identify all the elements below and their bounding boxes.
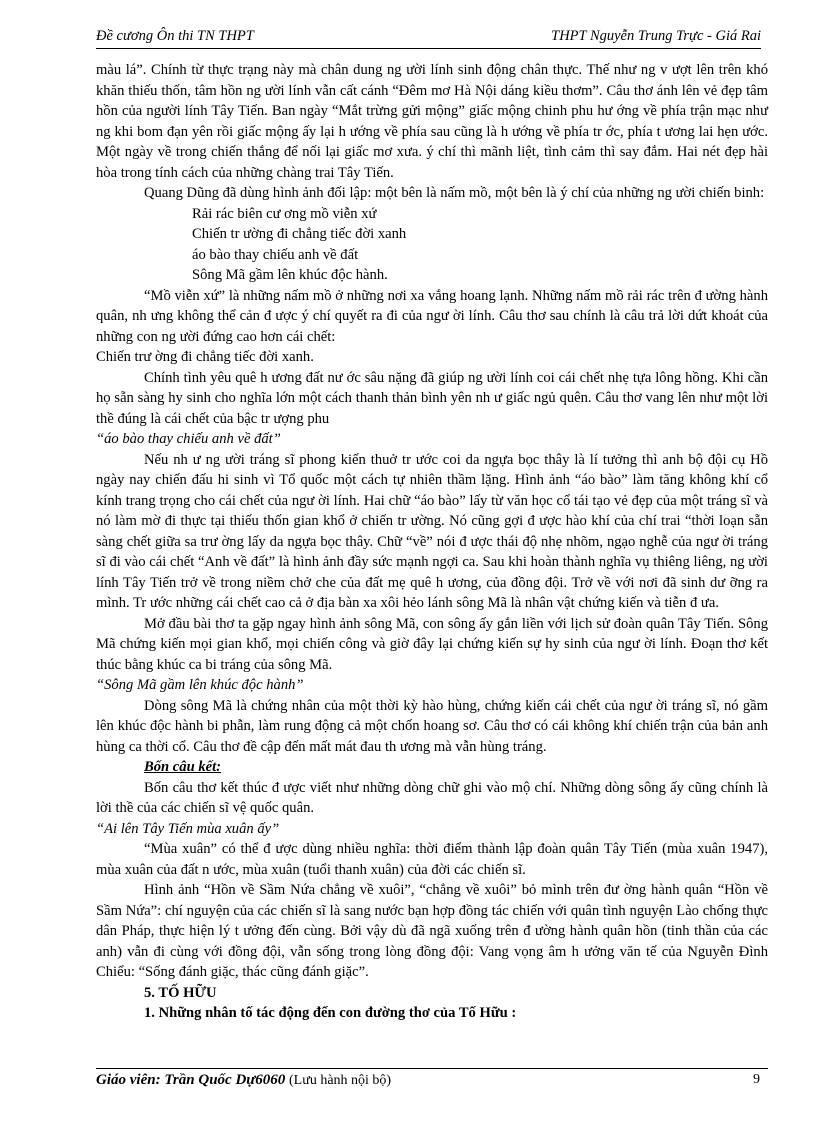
- paragraph: “Mồ viễn xứ” là những nấm mồ ở những nơi xa vắng hoang lạnh. Những nấm mồ rải rác trên đ ường hành quân, nh ưng không thể cản đ ược ý chí quyết ra đi của ngư ời lính. Câu thơ sau chính là câu trả lời dứt khoát của những con ng ười đứng cao hơn cái chết:: [96, 287, 768, 345]
- subheading: Bốn câu kết:: [144, 759, 222, 775]
- paragraph: Chiến trư ờng đi chẳng tiếc đời xanh.: [96, 349, 314, 365]
- footer-teacher: Giáo viên: Trần Quốc Dự6060: [96, 1072, 286, 1088]
- paragraph: Hình ảnh “Hồn về Sầm Nứa chẳng về xuôi”, “chẳng về xuôi” bỏ mình trên đư ờng hành quân “Hồn về Sầm Nứa”: chí nguyện của các chiến sĩ là sang nước bạn hợp đồng tác chiến với quân tình nguyện Lào chống thực dân Pháp, thực hiện lý t ưởng đến cùng. Bởi vậy dù đã ngã xuống trên đ ường hành quân hồn (tinh thần của các anh) vẫn đi cùng với đồng đội, vẫn sống trong lòng đồng đội: Vang vọng âm h ưởng văn tế của Nguyễn Đình Chiểu: “Sống đánh giặc, thác cũng đánh giặc”.: [96, 882, 768, 980]
- paragraph: “Mùa xuân” có thể đ ược dùng nhiều nghĩa: thời điểm thành lập đoàn quân Tây Tiến (mùa xuân 1947), mùa xuân của đất n ước, mùa xuân (tuổi thanh xuân) của đời các chiến sĩ.: [96, 841, 768, 878]
- paragraph: màu lá”. Chính từ thực trạng này mà chân dung ng ười lính sinh động chân thực. Thế như ng v ượt lên trên khó khăn thiếu thốn, tâm hồn ng ười lính vẫn cất cánh “Đêm mơ Hà Nội dáng kiều thơm”. Câu thơ ánh lên vẻ đẹp tâm hồn của người lính Tây Tiến. Ban ngày “Mắt trừng gửi mộng” giấc mộng chinh phu hư ớng về phía trận mạc như ng khi bom đạn yên rồi giấc mộng ấy lại h ướng về phía sau cũng là h ướng về phía tr ớc, phía t ương lai hẹn ước. Một ngày về trong chiến thắng để nối lại giấc mơ xưa. ý chí thì mãnh liệt, tình cảm thì say đắm. Hai nét đẹp hài hòa trong tính cách của những chàng trai Tây Tiến.: [96, 62, 768, 181]
- paragraph: Bốn câu thơ kết thúc đ ược viết như những dòng chữ ghi vào mộ chí. Những dòng sông ấy cũng chính là lời thề của các chiến sĩ vệ quốc quân.: [96, 779, 768, 816]
- page-footer: [96, 1068, 768, 1089]
- paragraph: Nếu nh ư ng ười tráng sĩ phong kiến thuở tr ước coi da ngựa bọc thây là lí tưởng thì anh bộ đội cụ Hồ ngày nay chiến đấu hi sinh vì Tổ quốc một cách tự nhiên thầm lặng. Hình ảnh “áo bào” làm tăng không khí cổ kính trang trọng cho cái chết của ngư ời lính. Hai chữ “áo bào” lấy từ văn học cổ tái tạo vẻ đẹp của một tráng sĩ và nó làm mờ đi thực tại thiếu thốn gian khổ ở chiến tr ường. Nó cũng gợi đ ược hào khí của chí trai “thời loạn sẵn sàng chết giữa sa trư ờng lấy da ngựa bọc thây. Chữ “về” nói đ ược thái độ nhẹ nhõm, ngạo nghễ của ngư ời tráng sĩ đi vào cái chết “Anh về đất” là hình ảnh đầy sức mạnh ngợi ca. Sau khi hoàn thành nghĩa vụ thiêng liêng, ng ười lính Tây Tiến trở về trong niềm chở che của đất mẹ quê h ương, của đồng đội. Trở về với nơi đã sinh dư ỡng ra mình. Tr ước những cái chết cao cả ở địa bàn xa xôi hẻo lánh sông Mã là nhân vật chứng kiến và tiễn đ ưa.: [96, 451, 768, 611]
- poem-line: Chiến tr ường đi chẳng tiếc đời xanh: [192, 226, 407, 242]
- document-body: [96, 60, 768, 1024]
- paragraph: Chính tình yêu quê h ương đất nư ớc sâu nặng đã giúp ng ười lính coi cái chết nhẹ tựa lông hồng. Khi cần họ sẵn sàng hy sinh cho nghĩa lớn một cách thanh thản bình yên nh ư giấc ngủ quên. Câu thơ vang lên như một lời thề đúng là cái chết của bậc tr ượng phu: [96, 369, 768, 427]
- poem-line: Rải rác biên cư ơng mồ viễn xứ: [192, 205, 377, 222]
- section-heading: 1. Những nhân tố tác động đến con đường thơ của Tố Hữu :: [144, 1005, 517, 1021]
- header-course-title: Đề cương Ôn thi TN THPT: [96, 28, 254, 44]
- section-heading: 5. TỐ HỮU: [144, 984, 217, 1001]
- paragraph: Mở đầu bài thơ ta gặp ngay hình ảnh sông Mã, con sông ấy gắn liền với lịch sử đoàn quân Tây Tiến. Sông Mã chứng kiến mọi gian khổ, mọi chiến công và giờ đây lại chứng kiến sự hy sinh của ngư ời lính. Đoạn thơ kết thúc bằng khúc ca bi tráng của sông Mã.: [96, 615, 768, 673]
- paragraph: Quang Dũng đã dùng hình ảnh đối lập: một bên là nấm mồ, một bên là ý chí của những ng ười chiến binh:: [144, 185, 765, 201]
- poem-line: Sông Mã gầm lên khúc độc hành.: [192, 267, 388, 283]
- page-header: [96, 28, 761, 49]
- header-school-name: THPT Nguyễn Trung Trực - Giá Rai: [551, 28, 761, 44]
- quoted-verse: “áo bào thay chiếu anh về đất”: [96, 431, 281, 447]
- paragraph: Dòng sông Mã là chứng nhân của một thời kỳ hào hùng, chứng kiến cái chết của ngư ời tráng sĩ, nó gầm lên khúc độc hành bi phẫn, làm rung động cả một chốn hoang sơ. Câu thơ có cái không khí chiến trận của bản anh hùng ca thời cổ. Câu thơ đề cập đến mất mát đau th ương mà vẫn hùng tráng.: [96, 697, 768, 755]
- poem-line: áo bào thay chiếu anh về đất: [192, 246, 359, 263]
- page-number: 9: [753, 1072, 760, 1087]
- quoted-verse: “Sông Mã gầm lên khúc độc hành”: [96, 677, 304, 693]
- footer-note: (Lưu hành nội bộ): [289, 1073, 392, 1088]
- quoted-verse: “Ai lên Tây Tiến mùa xuân ấy”: [96, 820, 280, 837]
